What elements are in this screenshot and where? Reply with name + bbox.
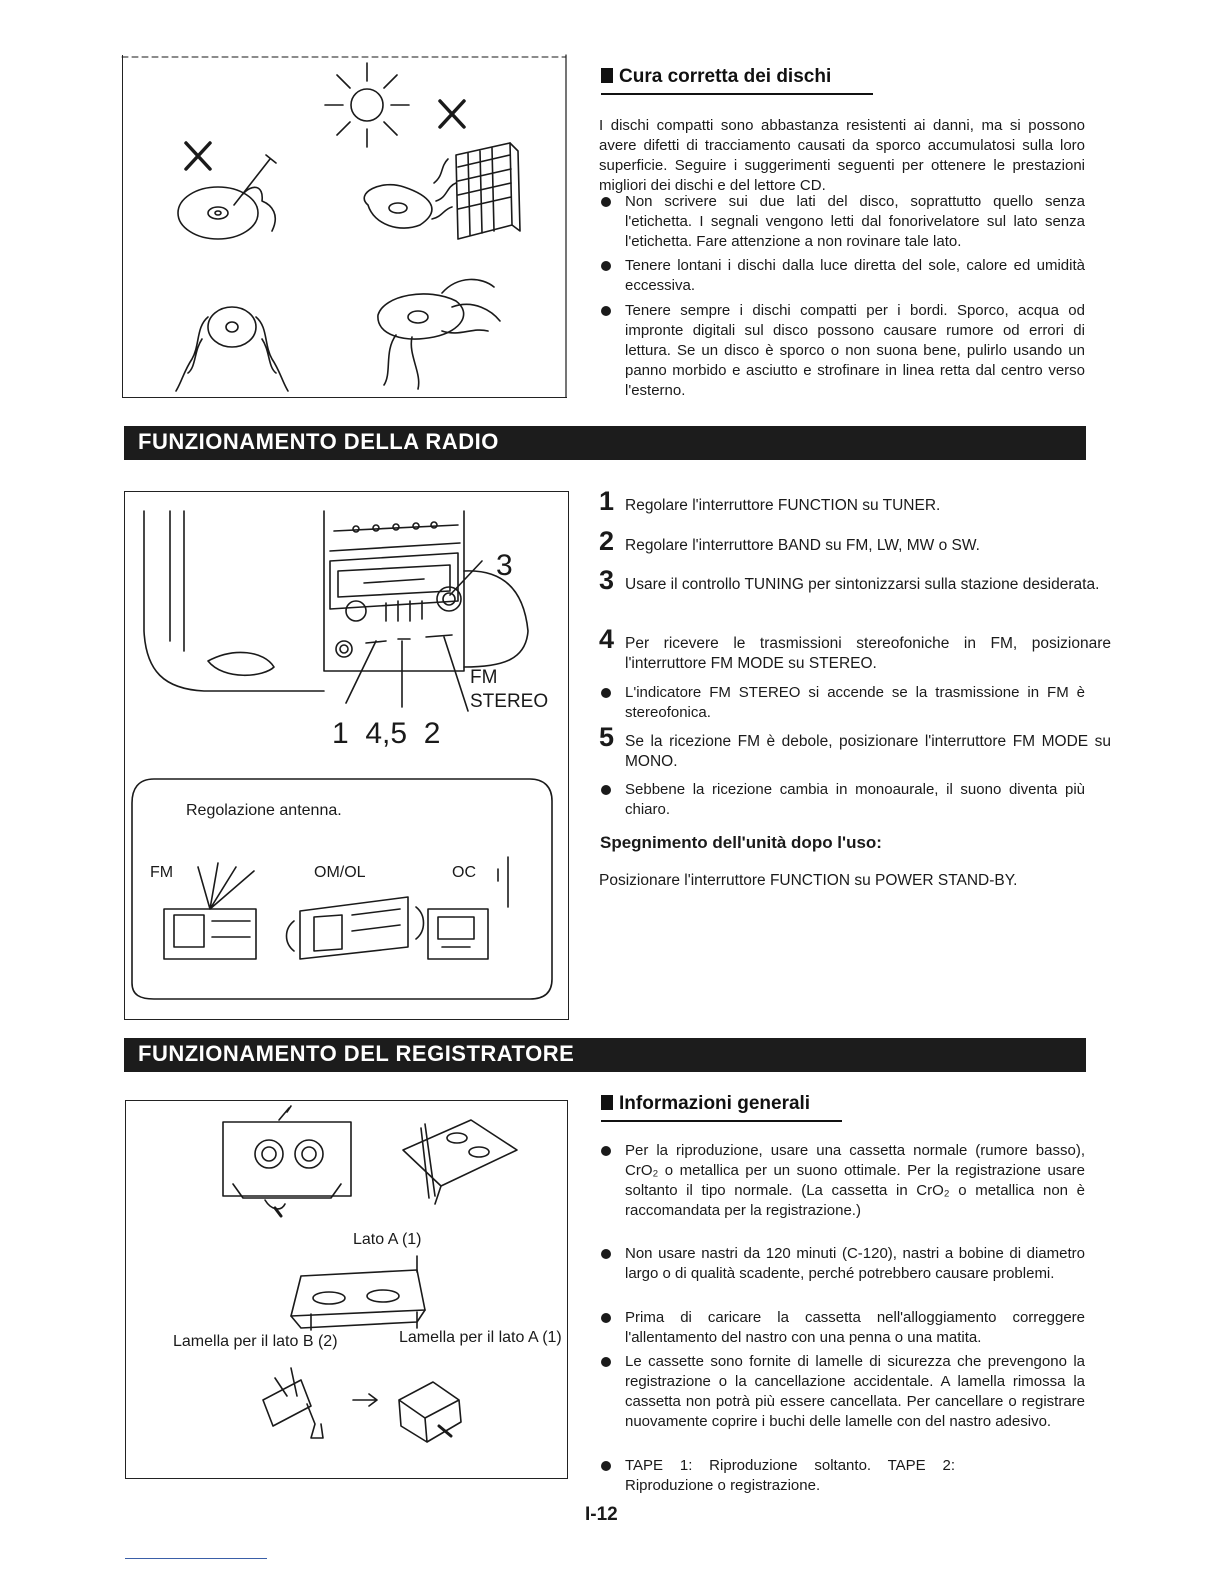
recorder-banner-text: FUNZIONAMENTO DEL REGISTRATORE (138, 1041, 575, 1066)
side-a-label: Lato A (1) (353, 1231, 422, 1248)
disc-care-illustration (122, 55, 566, 397)
cassette-illustration (125, 1100, 566, 1477)
radio-note-stereo: L'indicatore FM STEREO si accende se la trasmissione in FM è stereofonica. (599, 683, 1085, 723)
radio-illustration (124, 491, 567, 1018)
heading-square-icon (601, 68, 613, 83)
disc-care-bullet: Tenere sempre i dischi compatti per i bordi. Sporco, acqua od impronte digitali sul disco possono causare rumore od errori di lettura. Se un disco è sporco o non suona bene, pulirlo usando un panno morbido e asciutto e strofinare in linea retta dal centro verso l'esterno. (599, 301, 1085, 401)
antenna-label-fm: FM (150, 864, 174, 881)
disc-care-bullet: Tenere lontani i dischi dalla luce diretta del sole, calore ed umidità eccessiva. (599, 256, 1085, 296)
radio-off-text: Posizionare l'interruttore FUNCTION su POWER STAND-BY. (599, 872, 1018, 889)
disc-icon (364, 185, 432, 228)
radio-icon (144, 511, 528, 691)
radio-step-3: 3 Usare il controllo TUNING per sintonizzarsi sulla stazione desiderata. (599, 565, 1100, 595)
radio-off-title: Spegnimento dell'unità dopo l'uso: (600, 833, 882, 852)
antenna-label-mw-lw: OM/OL (314, 864, 366, 881)
step-number: 5 (599, 722, 615, 752)
disc-care-bullet: Non scrivere sui due lati del disco, soprattutto quello senza l'etichetta. I segnali vengono letti dal fonorivelatore sul lato senza l'etichetta. Fare attenzione a non rovinare tale lato. (599, 192, 1085, 252)
disc-care-title: Cura corretta dei dischi (601, 66, 873, 95)
step-number: 2 (599, 526, 615, 556)
recorder-section-banner (124, 1038, 1086, 1072)
cassette-icon (403, 1120, 517, 1204)
step-number: 4 (599, 624, 615, 654)
antenna-label-sw: OC (452, 864, 476, 881)
tab-b-label: Lamella per il lato B (2) (173, 1333, 338, 1350)
footer-rule (125, 1558, 267, 1559)
recorder-bullet: Prima di caricare la cassetta nell'alloggiamento correggere l'allentamento del nastro con una penna o una matita. (599, 1308, 1085, 1348)
radio-banner-text: FUNZIONAMENTO DELLA RADIO (138, 429, 499, 454)
heading-square-icon (601, 1095, 613, 1110)
disc-icon (208, 307, 256, 347)
cassette-icon (223, 1106, 351, 1198)
antenna-title: Regolazione antenna. (186, 802, 342, 819)
step-number: 3 (599, 565, 615, 595)
radio-step-5: 5 Se la ricezione FM è debole, posizionare l'interruttore FM MODE su MONO. (599, 722, 1111, 770)
page-number: I-12 (585, 1504, 618, 1525)
radio-step-4: 4 Per ricevere le trasmissioni stereofoniche in FM, posizionare l'interruttore FM MODE su STEREO. (599, 624, 1111, 672)
recorder-bullet: Non usare nastri da 120 minuti (C-120), nastri a bobine di diametro largo o di qualità scadente, perché potrebbero causare problemi. (599, 1244, 1085, 1284)
radio-step-2: 2 Regolare l'interruttore BAND su FM, LW, MW o SW. (599, 526, 980, 556)
tab-a-label: Lamella per il lato A (1) (399, 1329, 562, 1346)
recorder-bullet: Le cassette sono fornite di lamelle di sicurezza che prevengono la registrazione o la cancellazione accidentale. A lamella rimossa la cassetta non potrà più essere cancellata. Per cancellare o registrare nuovamente coprire i buchi delle lamelle con del nastro adesivo. (599, 1352, 1085, 1432)
step-number: 1 (599, 486, 615, 516)
radio-note-mono: Sebbene la ricezione cambia in monoaurale, il suono diventa più chiaro. (599, 780, 1085, 820)
recorder-bullet: Per la riproduzione, usare una cassetta normale (rumore basso), CrO₂ o metallica per un suono ottimale. Per la registrazione usare soltanto il tipo normale. (La cassetta in CrO₂ o metallica non è raccomandata per la registrazione.) (599, 1141, 1085, 1221)
disc-icon (178, 187, 258, 239)
radio-section-banner (124, 426, 1086, 460)
recorder-info-title: Informazioni generali (601, 1093, 842, 1122)
arrow-icon (353, 1394, 377, 1406)
radio-step-1: 1 Regolare l'interruttore FUNCTION su TUNER. (599, 486, 941, 516)
label-stereo: STEREO (470, 691, 549, 712)
radio-callout-3: 3 (496, 549, 513, 582)
cassette-icon (263, 1368, 323, 1438)
radio-callouts-bottom: 1 4,5 2 (332, 717, 441, 750)
cassette-icon (291, 1256, 425, 1330)
sun-icon (325, 63, 409, 147)
recorder-bullet: TAPE 1: Riproduzione soltanto. TAPE 2: Riproduzione o registrazione. (599, 1456, 955, 1496)
cassette-icon (399, 1382, 461, 1442)
label-fm: FM (470, 667, 498, 688)
disc-care-intro: I dischi compatti sono abbastanza resistenti ai danni, ma si possono avere difetti di tracciamento causati da sporco accumulatosi sulla loro superficie. Seguire i suggerimenti seguenti per ottenere le prestazioni migliori dei dischi e del lettore CD. (599, 117, 1085, 194)
